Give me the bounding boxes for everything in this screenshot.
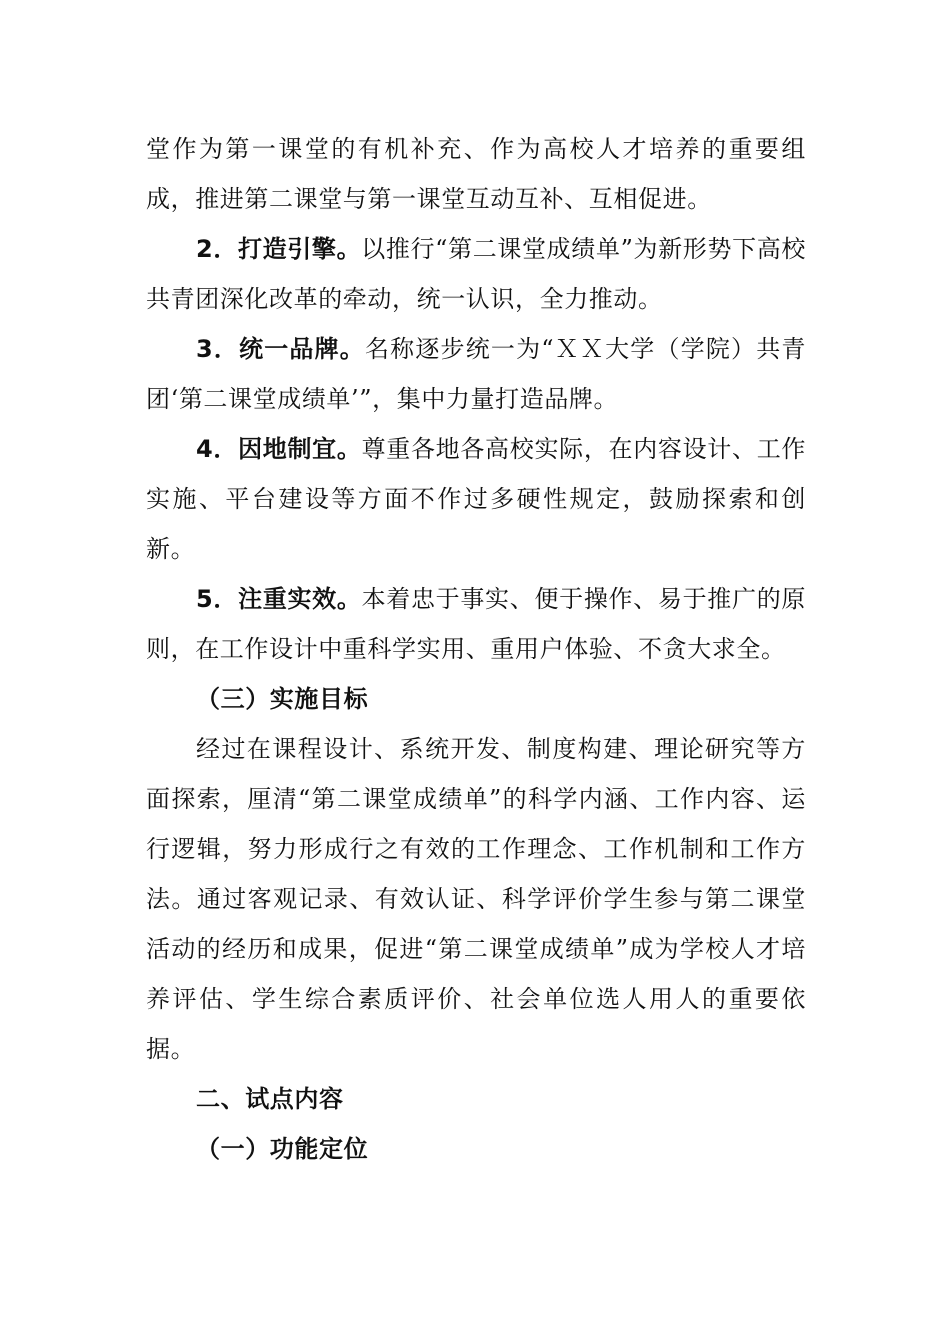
paragraph-text: 堂作为第一课堂的有机补充、作为高校人才培养的重要组成，推进第二课堂与第一课堂互动互补、互相促进。	[146, 135, 806, 213]
principle-lead: 3．统一品牌。	[196, 335, 365, 363]
paragraph-text: 本着忠于事实、便于操作、易于推广的原则，在工作设计中重科学实用、重用户体验、不贪大求全。	[146, 585, 806, 663]
document-body	[146, 124, 806, 1174]
goal-paragraph: 经过在课程设计、系统开发、制度构建、理论研究等方面探索，厘清“第二课堂成绩单”的科学内涵、工作内容、运行逻辑，努力形成行之有效的工作理念、工作机制和工作方法。通过客观记录、有效认证、科学评价学生参与第二课堂活动的经历和成果，促进“第二课堂成绩单”成为学校人才培养评估、学生综合素质评价、社会单位选人用人的重要依据。	[146, 735, 806, 1063]
principle-paragraph-3	[146, 324, 806, 424]
part-heading-pilot-content: 二、试点内容	[196, 1085, 344, 1113]
section-heading-goals: （三）实施目标	[196, 685, 369, 713]
paragraph-text: 以推行“第二课堂成绩单”为新形势下高校共青团深化改革的牵动，统一认识，全力推动。	[146, 235, 806, 313]
principle-paragraph-2	[146, 224, 806, 324]
principle-paragraph-5	[146, 574, 806, 674]
section-heading-function: （一）功能定位	[196, 1135, 369, 1163]
principle-paragraph-4	[146, 424, 806, 574]
paragraph-text: 尊重各地各高校实际，在内容设计、工作实施、平台建设等方面不作过多硬性规定，鼓励探索和创新。	[146, 435, 806, 563]
principle-lead: 2．打造引擎。	[196, 235, 362, 263]
principle-lead: 4．因地制宜。	[196, 435, 362, 463]
continuation-paragraph	[146, 124, 806, 224]
paragraph-text: 名称逐步统一为“ＸＸ大学（学院）共青团‘第二课堂成绩单’”，集中力量打造品牌。	[146, 335, 806, 413]
principle-lead: 5．注重实效。	[196, 585, 362, 613]
